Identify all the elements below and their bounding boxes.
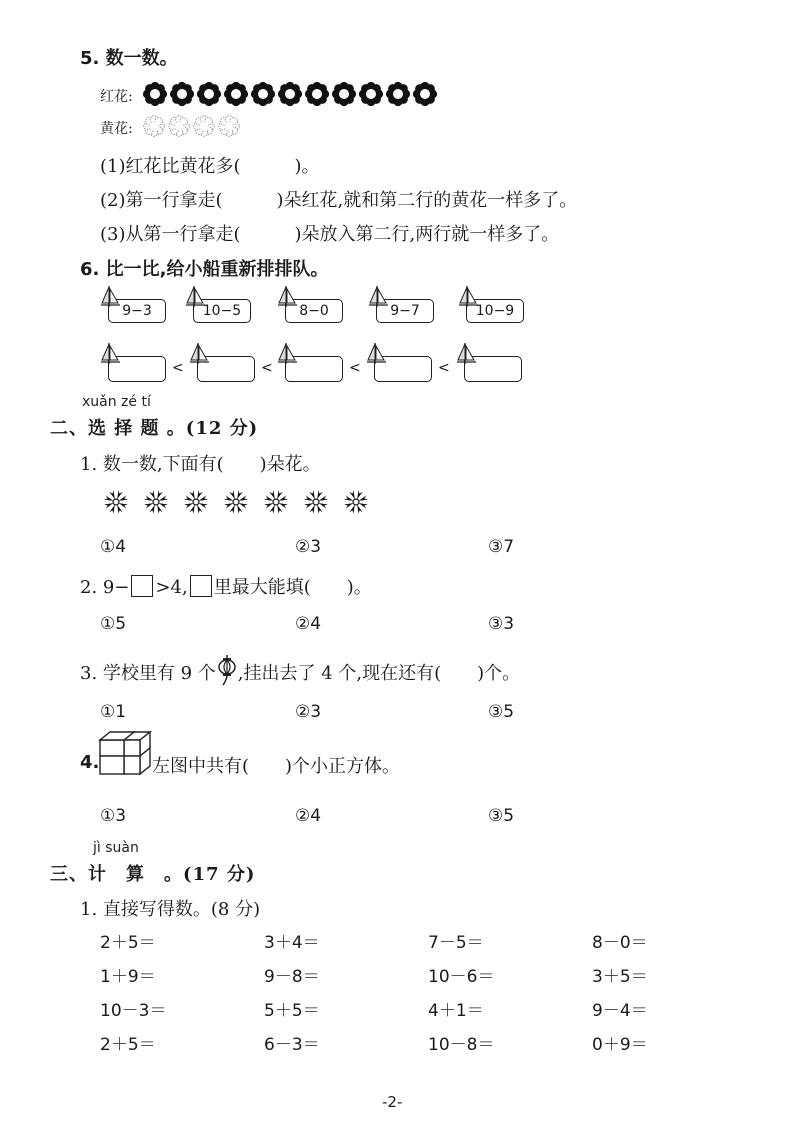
- red-flower-icon: [169, 81, 195, 107]
- c3-text-1: 3. 学校里有 9 个: [80, 663, 216, 684]
- boat-expression: 8−0: [299, 303, 329, 319]
- empty-boat-slot[interactable]: [285, 356, 343, 382]
- c4-option-2[interactable]: ②4: [295, 806, 322, 826]
- red-flower-icon: [142, 81, 168, 107]
- red-flower-icon: [196, 81, 222, 107]
- c2-text-3: 里最大能填( )。: [213, 577, 372, 598]
- q5-sub1: (1)红花比黄花多( )。: [100, 156, 320, 177]
- boat-expression: 9−7: [390, 303, 420, 319]
- q5-sub3: (3)从第一行拿走( )朵放入第二行,两行就一样多了。: [100, 224, 560, 245]
- yellow-flower-row: [142, 114, 242, 138]
- burst-flower-icon: [142, 488, 170, 516]
- calc-problem: 5＋5＝: [264, 1001, 320, 1021]
- page-number: -2-: [382, 1093, 403, 1111]
- calc-problem: 10－6＝: [428, 967, 495, 987]
- red-flower-icon: [250, 81, 276, 107]
- boat-expression: 9−3: [122, 303, 152, 319]
- burst-flower-icon: [262, 488, 290, 516]
- calc-problem: 1＋9＝: [100, 967, 156, 987]
- burst-flower-icon: [102, 488, 130, 516]
- q6-title: 6. 比一比,给小船重新排排队。: [80, 259, 329, 280]
- less-than-sign: <: [172, 360, 184, 376]
- section3-subtitle: 1. 直接写得数。(8 分): [80, 899, 261, 920]
- red-flower-icon: [385, 81, 411, 107]
- calc-problem: 7－5＝: [428, 933, 484, 953]
- lantern-icon: [217, 655, 237, 683]
- boat-card: [108, 299, 166, 323]
- burst-flower-icon: [342, 488, 370, 516]
- calc-problem: 6－3＝: [264, 1035, 320, 1055]
- yellow-flower-icon: [142, 114, 166, 138]
- section3-title: 三、计 算 。(17 分): [50, 864, 256, 885]
- c1-option-3[interactable]: ③7: [488, 537, 515, 557]
- c4-number: 4.: [80, 752, 100, 773]
- c1-option-1[interactable]: ①4: [100, 537, 127, 557]
- calc-problem: 3＋4＝: [264, 933, 320, 953]
- burst-flower-row: [102, 488, 382, 520]
- boat-card: [193, 299, 251, 323]
- less-than-sign: <: [438, 360, 450, 376]
- calc-problem: 4＋1＝: [428, 1001, 484, 1021]
- section3-pinyin: jì suàn: [93, 840, 139, 856]
- boat-card: [376, 299, 434, 323]
- boat-card: [285, 299, 343, 323]
- red-flower-icon: [358, 81, 384, 107]
- less-than-sign: <: [261, 360, 273, 376]
- calc-problem: 10－8＝: [428, 1035, 495, 1055]
- c2-option-2[interactable]: ②4: [295, 614, 322, 634]
- c3-option-1[interactable]: ①1: [100, 702, 127, 722]
- c3-question: [80, 655, 520, 685]
- yellow-flower-icon: [192, 114, 216, 138]
- boat-card: [466, 299, 524, 323]
- q5-sub2: (2)第一行拿走( )朵红花,就和第二行的黄花一样多了。: [100, 190, 578, 211]
- c1-option-2[interactable]: ②3: [295, 537, 322, 557]
- c4-option-3[interactable]: ③5: [488, 806, 515, 826]
- empty-boat-slot[interactable]: [464, 356, 522, 382]
- empty-boat-slot[interactable]: [197, 356, 255, 382]
- red-flower-icon: [412, 81, 438, 107]
- c2-option-1[interactable]: ①5: [100, 614, 127, 634]
- c4-text: 左图中共有( )个小正方体。: [152, 756, 401, 777]
- boat-expression: 10−5: [202, 303, 242, 319]
- calc-problem: 3＋5＝: [592, 967, 648, 987]
- cube-stack-figure: [97, 730, 153, 800]
- calc-problem: 2＋5＝: [100, 1035, 156, 1055]
- burst-flower-icon: [302, 488, 330, 516]
- calc-problem: 2＋5＝: [100, 933, 156, 953]
- empty-boat-slot[interactable]: [374, 356, 432, 382]
- section2-title: 二、选 择 题 。(12 分): [50, 418, 259, 439]
- yellow-flower-label: 黄花:: [100, 121, 133, 137]
- yellow-flower-icon: [217, 114, 241, 138]
- red-flower-icon: [304, 81, 330, 107]
- c3-option-2[interactable]: ②3: [295, 702, 322, 722]
- red-flower-icon: [223, 81, 249, 107]
- section2-pinyin: xuǎn zé tí: [82, 394, 151, 410]
- blank-box[interactable]: [190, 575, 212, 597]
- c1-question: 1. 数一数,下面有( )朵花。: [80, 454, 321, 475]
- c2-option-3[interactable]: ③3: [488, 614, 515, 634]
- calc-problem: 10－3＝: [100, 1001, 167, 1021]
- c3-text-2: ,挂出去了 4 个,现在还有( )个。: [237, 663, 521, 684]
- burst-flower-icon: [222, 488, 250, 516]
- calc-problem: 0＋9＝: [592, 1035, 648, 1055]
- red-flower-label: 红花:: [100, 89, 133, 105]
- red-flower-icon: [331, 81, 357, 107]
- yellow-flower-icon: [167, 114, 191, 138]
- c2-question: [80, 573, 372, 599]
- calc-problem: 9－8＝: [264, 967, 320, 987]
- boat-expression: 10−9: [475, 303, 515, 319]
- red-flower-icon: [277, 81, 303, 107]
- c4-option-1[interactable]: ①3: [100, 806, 127, 826]
- c3-option-3[interactable]: ③5: [488, 702, 515, 722]
- empty-boat-slot[interactable]: [108, 356, 166, 382]
- c2-text-1: 2. 9−: [80, 577, 130, 598]
- blank-box[interactable]: [131, 575, 153, 597]
- q5-title: 5. 数一数。: [80, 48, 178, 69]
- less-than-sign: <: [349, 360, 361, 376]
- calc-problem: 9－4＝: [592, 1001, 648, 1021]
- calc-problem: 8－0＝: [592, 933, 648, 953]
- burst-flower-icon: [182, 488, 210, 516]
- red-flower-row: [142, 81, 439, 107]
- c2-text-2: >4,: [155, 577, 188, 598]
